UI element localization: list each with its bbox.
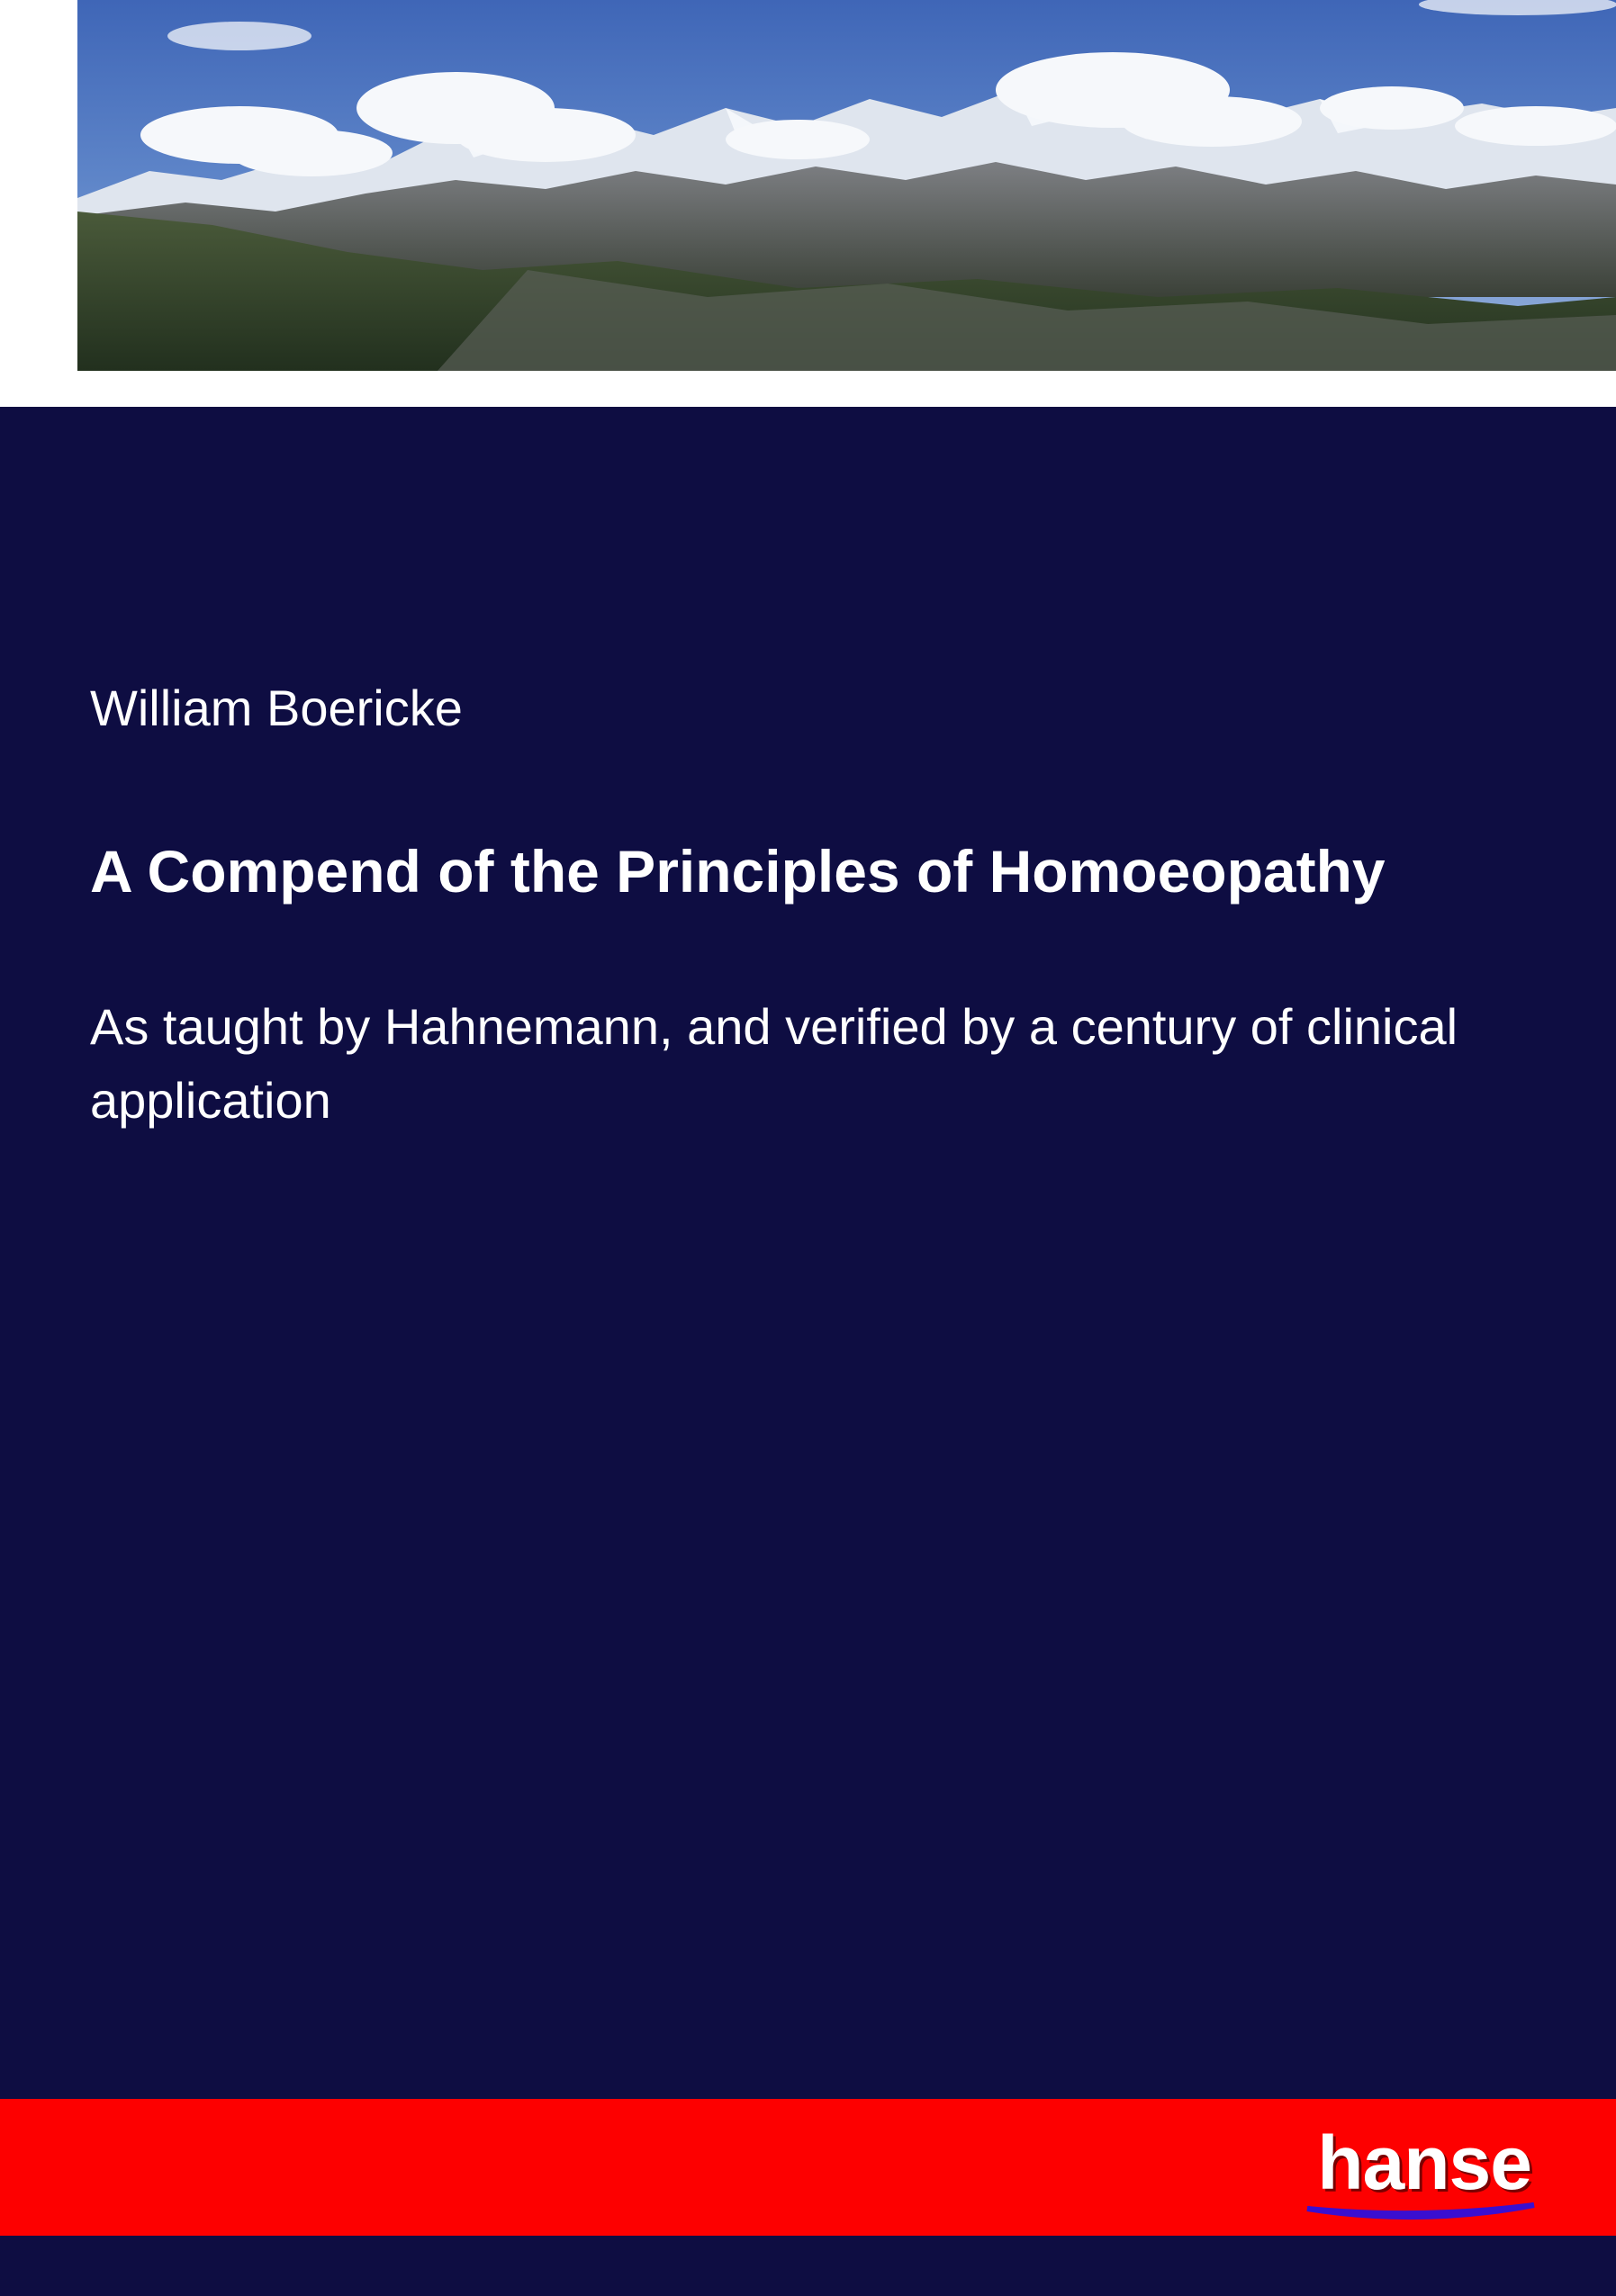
logo-swoosh-icon: [1304, 2200, 1538, 2225]
author-name: William Boericke: [90, 680, 463, 736]
book-title: A Compend of the Principles of Homoeopathy: [90, 838, 1386, 905]
publisher-logo: hanse: [1317, 2120, 1531, 2205]
book-subtitle: As taught by Hahnemann, and verified by a century of clinical application: [90, 998, 1458, 1129]
mountain-panorama-image: [77, 0, 1616, 371]
